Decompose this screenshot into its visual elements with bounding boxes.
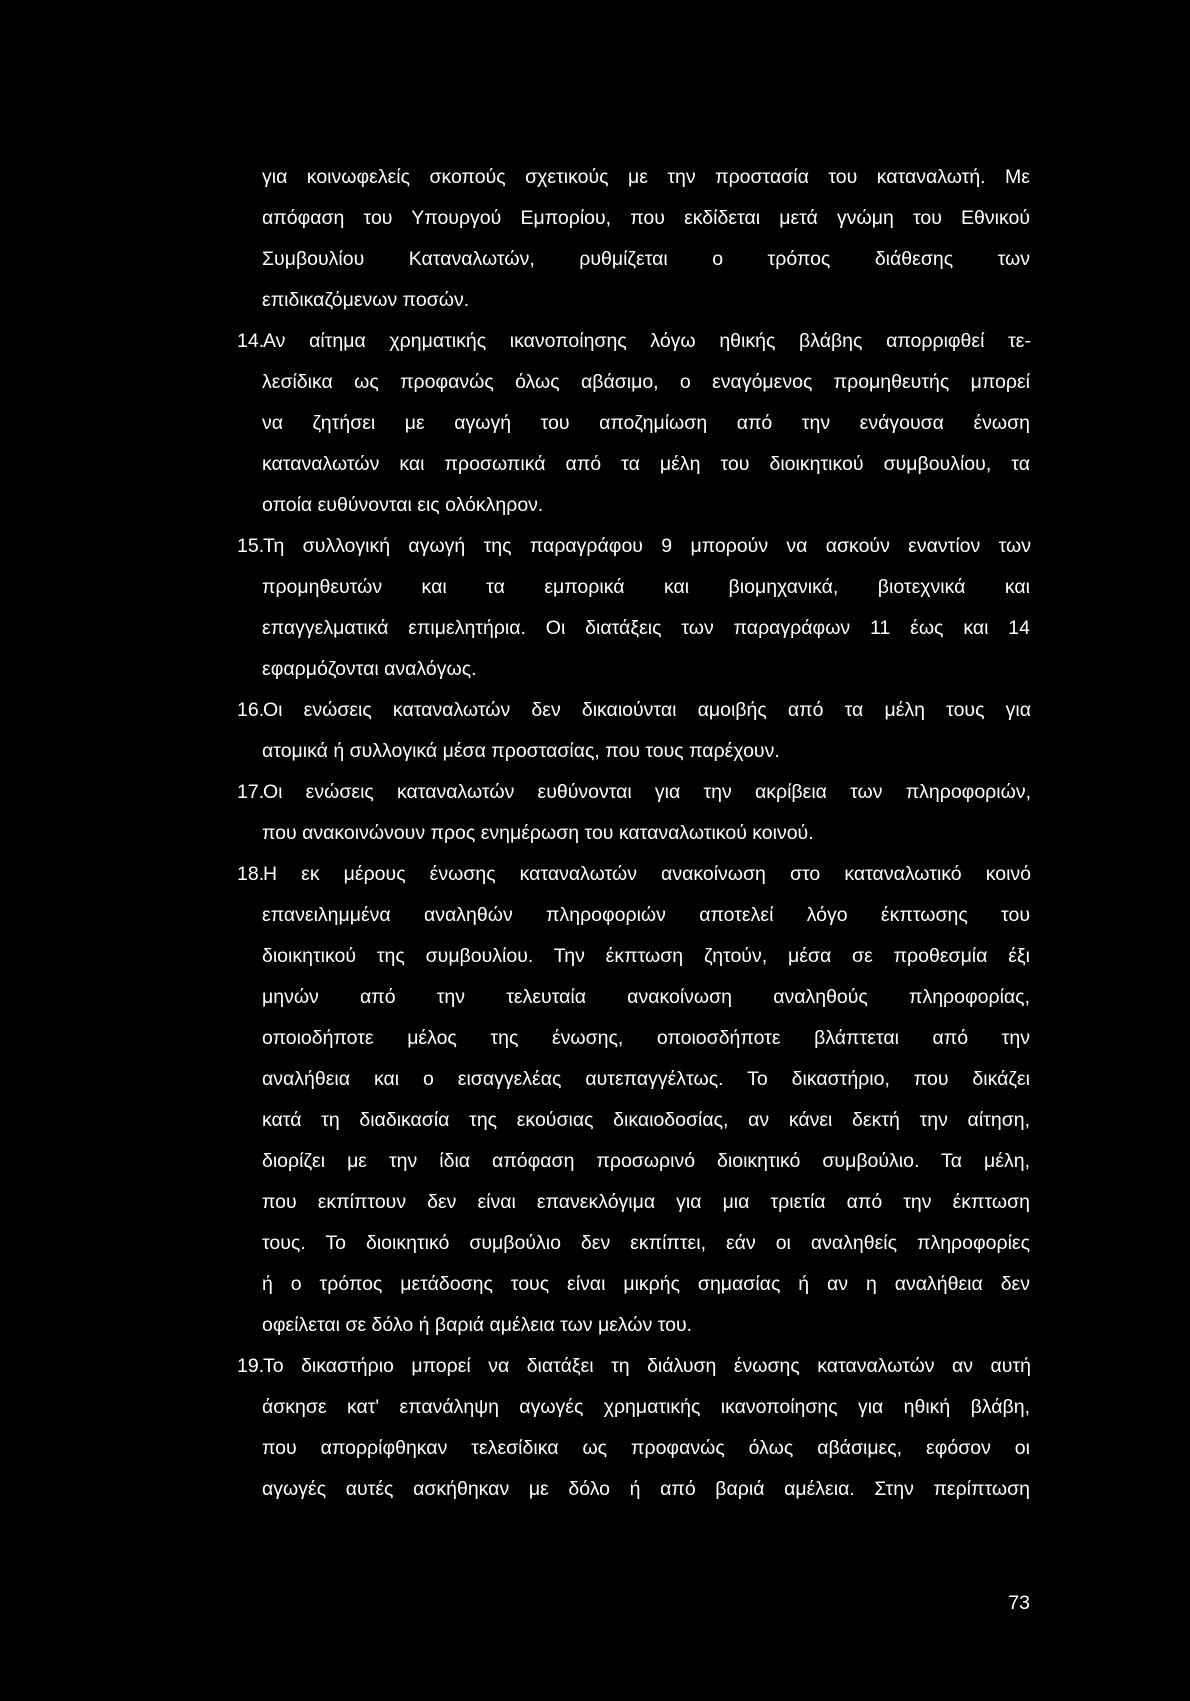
text-line: [0, 403, 1190, 443]
text-line: [0, 239, 1190, 279]
line-text: κατά τη διαδικασία της εκούσιας δικαιοδοσίας, αν κάνει δεκτή την αίτηση,: [262, 1109, 1030, 1131]
line-text: Οι ενώσεις καταναλωτών ευθύνονται για την ακρίβεια των πληροφοριών,: [263, 781, 1031, 803]
text-line: [0, 362, 1190, 402]
text-line: [0, 813, 1190, 853]
paragraph-number: 14.: [237, 330, 265, 352]
text-line: [0, 731, 1190, 771]
line-text: απόφαση του Υπουργού Εμπορίου, που εκδίδεται μετά γνώμη του Εθνικού: [262, 207, 1030, 229]
line-text: επαγγελματικά επιμελητήρια. Οι διατάξεις των παραγράφων 11 έως και 14: [262, 617, 1030, 639]
line-text: Αν αίτημα χρηματικής ικανοποίησης λόγω ηθικής βλάβης απορριφθεί τε-: [263, 330, 1031, 352]
line-text: Το δικαστήριο μπορεί να διατάξει τη διάλυση ένωσης καταναλωτών αν αυτή: [263, 1355, 1031, 1377]
paragraph-number: 19.: [237, 1355, 265, 1377]
line-text: οποιοδήποτε μέλος της ένωσης, οποιοσδήποτε βλάπτεται από την: [262, 1027, 1030, 1049]
text-line: [0, 1100, 1190, 1140]
text-line: [0, 1469, 1190, 1509]
line-text: επανειλημμένα αναληθών πληροφοριών αποτελεί λόγο έκπτωσης του: [262, 904, 1030, 926]
line-text: ατομικά ή συλλογικά μέσα προστασίας, που τους παρέχουν.: [262, 740, 780, 762]
text-line: [0, 444, 1190, 484]
line-text: διοικητικού της συμβουλίου. Την έκπτωση ζητούν, μέσα σε προθεσμία έξι: [262, 945, 1030, 967]
line-text: αναλήθεια και ο εισαγγελέας αυτεπαγγέλτως. Το δικαστήριο, που δικάζει: [262, 1068, 1030, 1090]
text-line: [0, 936, 1190, 976]
line-text: Οι ενώσεις καταναλωτών δεν δικαιούνται αμοιβής από τα μέλη τους για: [263, 699, 1031, 721]
text-line: [0, 567, 1190, 607]
line-text: επιδικαζόμενων ποσών.: [262, 289, 470, 311]
text-line: [0, 977, 1190, 1017]
line-text: λεσίδικα ως προφανώς όλως αβάσιμο, ο εναγόμενος προμηθευτής μπορεί: [262, 371, 1030, 393]
line-text: Τη συλλογική αγωγή της παραγράφου 9 μπορούν να ασκούν εναντίον των: [263, 535, 1031, 557]
line-text: που ανακοινώνουν προς ενημέρωση του καταναλωτικού κοινού.: [262, 822, 814, 844]
page-number: 73: [1008, 1592, 1030, 1614]
line-text: διορίζει με την ίδια απόφαση προσωρινό διοικητικό συμβούλιο. Τα μέλη,: [262, 1150, 1030, 1172]
paragraph-14-line: [0, 321, 1190, 361]
text-line: [0, 649, 1190, 689]
line-text: ή ο τρόπος μετάδοσης τους είναι μικρής σημασίας ή αν η αναλήθεια δεν: [262, 1273, 1030, 1295]
line-text: οφείλεται σε δόλο ή βαριά αμέλεια των μελών του.: [262, 1314, 693, 1336]
text-line: [0, 1428, 1190, 1468]
text-line: [0, 157, 1190, 197]
paragraph-number: 16.: [237, 699, 265, 721]
paragraph-17-line: [0, 772, 1190, 812]
line-text: Η εκ μέρους ένωσης καταναλωτών ανακοίνωση στο καταναλωτικό κοινό: [263, 863, 1031, 885]
text-line: [0, 1141, 1190, 1181]
text-line: [0, 1305, 1190, 1345]
paragraph-number: 15.: [237, 535, 265, 557]
text-line: [0, 1182, 1190, 1222]
line-text: καταναλωτών και προσωπικά από τα μέλη του διοικητικού συμβουλίου, τα: [262, 453, 1030, 475]
line-text: να ζητήσει με αγωγή του αποζημίωση από την ενάγουσα ένωση: [262, 412, 1030, 434]
paragraph-16-line: [0, 690, 1190, 730]
line-text: άσκησε κατ' επανάληψη αγωγές χρηματικής ικανοποίησης για ηθική βλάβη,: [262, 1396, 1030, 1418]
paragraph-19-line: [0, 1346, 1190, 1386]
paragraph-number: 17.: [237, 781, 265, 803]
text-line: [0, 485, 1190, 525]
text-line: [0, 1223, 1190, 1263]
line-text: για κοινωφελείς σκοπούς σχετικούς με την προστασία του καταναλωτή. Με: [262, 166, 1030, 188]
text-line: [0, 280, 1190, 320]
text-line: [0, 1387, 1190, 1427]
line-text: προμηθευτών και τα εμπορικά και βιομηχανικά, βιοτεχνικά και: [262, 576, 1030, 598]
line-text: εφαρμόζονται αναλόγως.: [262, 658, 477, 680]
text-line: [0, 198, 1190, 238]
line-text: που εκπίπτουν δεν είναι επανεκλόγιμα για μια τριετία από την έκπτωση: [262, 1191, 1030, 1213]
paragraph-15-line: [0, 526, 1190, 566]
line-text: οποία ευθύνονται εις ολόκληρον.: [262, 494, 544, 516]
line-text: αγωγές αυτές ασκήθηκαν με δόλο ή από βαριά αμέλεια. Στην περίπτωση: [262, 1478, 1030, 1500]
line-text: Συμβουλίου Καταναλωτών, ρυθμίζεται ο τρόπος διάθεσης των: [262, 248, 1030, 270]
line-text: μηνών από την τελευταία ανακοίνωση αναληθούς πληροφορίας,: [262, 986, 1030, 1008]
paragraph-18-line: [0, 854, 1190, 894]
paragraph-number: 18.: [237, 863, 265, 885]
text-line: [0, 1059, 1190, 1099]
text-line: [0, 1018, 1190, 1058]
text-line: [0, 608, 1190, 648]
text-line: [0, 1264, 1190, 1304]
line-text: τους. Το διοικητικό συμβούλιο δεν εκπίπτει, εάν οι αναληθείς πληροφορίες: [262, 1232, 1030, 1254]
line-text: που απορρίφθηκαν τελεσίδικα ως προφανώς όλως αβάσιμες, εφόσον οι: [262, 1437, 1030, 1459]
text-line: [0, 895, 1190, 935]
